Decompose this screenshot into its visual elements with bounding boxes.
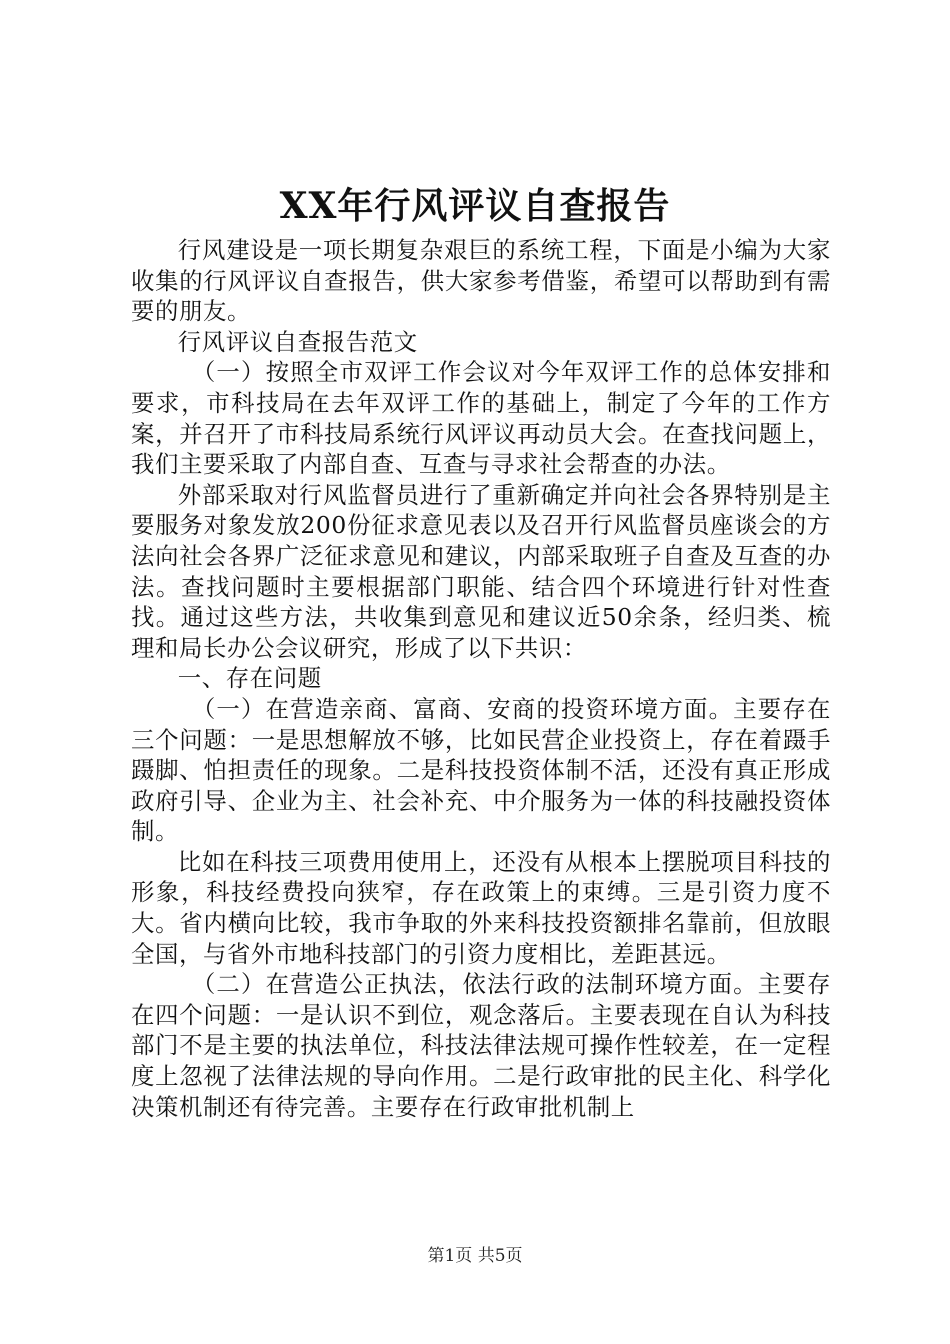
paragraph-item-1: （一）按照全市双评工作会议对今年双评工作的总体安排和要求，市科技局在去年双评工作的基础上，制定了今年的工作方案，并召开了市科技局系统行风评议再动员大会。在查找问题上，我们主要采取了内部自查、互查与寻求社会帮查的办法。 <box>131 358 831 479</box>
paragraph-example: 比如在科技三项费用使用上，还没有从根本上摆脱项目科技的形象，科技经费投向狭窄，存在政策上的束缚。三是引资力度不大。省内横向比较，我市争取的外来科技投资额排名靠前，但放眼全国，与省外市地科技部门的引资力度相比，差距甚远。 <box>131 847 831 968</box>
paragraph-external: 外部采取对行风监督员进行了重新确定并向社会各界特别是主要服务对象发放200份征求意见表以及召开行风监督员座谈会的方法向社会各界广泛征求意见和建议，内部采取班子自查及互查的办法。查找问题时主要根据部门职能、结合四个环境进行针对性查找。通过这些方法，共收集到意见和建议近50余条，经归类、梳理和局长办公会议研究，形成了以下共识： <box>131 480 831 662</box>
paragraph-problem-2: （二）在营造公正执法，依法行政的法制环境方面。主要存在四个问题：一是认识不到位，观念落后。主要表现在自认为科技部门不是主要的执法单位，科技法律法规可操作性较差，在一定程度上忽视了法律法规的导向作用。二是行政审批的民主化、科学化决策机制还有待完善。主要存在行政审批机制上 <box>131 970 831 1121</box>
page-number-footer: 第1页 共5页 <box>427 1246 523 1266</box>
intro-paragraph: 行风建设是一项长期复杂艰巨的系统工程，下面是小编为大家收集的行风评议自查报告，供大家参考借鉴，希望可以帮助到有需要的朋友。 <box>131 236 831 326</box>
section-heading-sample: 行风评议自查报告范文 <box>177 327 418 356</box>
document-title: XX年行风评议自查报告 <box>279 185 671 227</box>
paragraph-problem-1: （一）在营造亲商、富商、安商的投资环境方面。主要存在三个问题：一是思想解放不够，比如民营企业投资上，存在着蹑手蹑脚、怕担责任的现象。二是科技投资体制不活，还没有真正形成政府引导、企业为主、社会补充、中介服务为一体的科技融投资体制。 <box>131 694 831 846</box>
section-heading-problems: 一、存在问题 <box>177 664 322 693</box>
document-body <box>131 235 831 1122</box>
